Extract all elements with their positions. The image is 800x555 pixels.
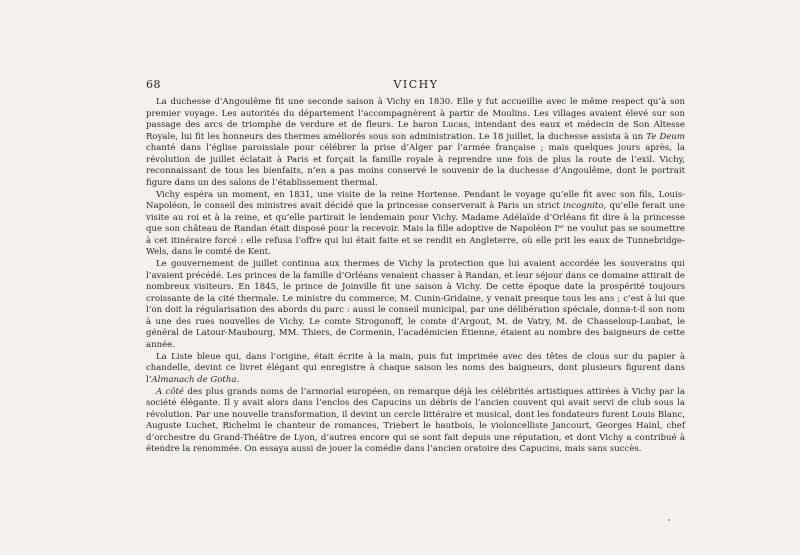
text-run: La Liste bleue qui, dans l’origine, était écrite à la main, puis fut imprimée avec des têtes de clous sur du papier à chandelle, devint ce livret élégant qui enregistre à chaque saison les noms des baigneurs, dont plusieurs figurent dans l’ [146,351,685,385]
text-run: . [236,374,240,385]
paragraph [146,259,685,351]
italic-run: A côté [156,386,184,397]
paragraph [146,190,685,259]
italic-run: incognito [563,201,604,211]
text-run: des plus grands noms de l’armorial européen, on remarque déjà les célébrités artistiques attirées à Vichy par la société élégante. Il y avait alors dans l’enclos des Capucins un débris de l’ancien couvent qui avait servi de club sous la révolution. Par une nouvelle transformation, il devint un cercle littéraire et musical, dont les fondateurs furent Louis Blanc, Auguste Luchet, Richelmi le chanteur de romances, Triebert le hautbois, le violoncelliste Jancourt, Georges Hainl, chef d’orchestre du Grand-Théâtre de Lyon, d’autres encore qui se sont fait depuis une réputation, et dont Vichy a contribué à étendre la renommée. On essaya aussi de jouer la comédie dans l’ancien oratoire des Capucins, mais sans succès. [146,386,685,454]
body-text [146,97,685,456]
running-title: VICHY [393,78,439,91]
page-speck [668,519,670,521]
page-number: 68 [146,78,161,91]
paragraph [146,387,685,456]
text-run: chanté dans l’église paroissiale pour célébrer la prise d’Alger par l’armée française ; mais quelques jours après, la révolution de juillet éclatait à Paris et forçait la famille royale à reprendre une fois de plus la route de l’exil. Vichy, reconnaissant de tous les bienfaits, n’en a pas moins conservé le souvenir de la duchesse d’Angoulême, dont le portrait figure dans un des salons de l’établissement thermal. [146,143,685,188]
paragraph [146,352,685,387]
text-run: Le gouvernement de juillet continua aux thermes de Vichy la protection que lui avaient accordée les souverains qui l’avaient précédé. Les princes de la famille d’Orléans venaient chasser à Randan, et leur séjour dans ce domaine attirait de nombreux visiteurs. En 1845, le prince de Joinville fit une saison à Vichy. De cette époque date la prospérité toujours croissante de la cité thermale. Le ministre du commerce, M. Cunin-Gridaine, y venait presque tous les ans ; c’est à lui que l’on doit la régularisation des abords du parc : aussi le conseil municipal, par une délibération spéciale, donna-t-il son nom à une des rues nouvelles de Vichy. Le comte Strogonoff, le comte d’Argout, M. de Vatry, M. de Chasseloup-Laubat, le général de Latour-Maubourg, MM. Thiers, de Cormenin, l’académicien Étienne, étaient au nombre des baigneurs de cette année. [146,259,685,350]
text-run: La duchesse d’Angoulême fit une seconde saison à Vichy en 1830. Elle y fut accueillie avec le même respect qu’à son premier voyage. Les autorités du département l’accompagnèrent à partir de Moulins. Les villages avaient élevé sur son passage des arcs de triomphe de verdure et de fleurs. Le baron Lucas, intendant des eaux et médecin de Son Altesse Royale, lui fit les honneurs des thermes améliorés sous son administration. Le 18 juillet, la duchesse assista à un [146,97,685,142]
italic-run: Almanach de Gotha [151,374,237,385]
page-header [146,78,686,94]
italic-run: Te Deum [646,131,685,142]
text-run: , qu’elle ferait une visite au roi et à la reine, et qu’elle partirait le lendemain pour Vichy. Madame Adélaïde d’Orléans fit dire à la princesse que son château de Randan était disposé pour la recevoir. Mais la fille adoptive de Napoléon Iᵉʳ ne voulut pas se soumettre à cet itinéraire forcé : elle refusa l’offre qui lui était faite et se rendit en Angleterre, où elle prit les eaux de Tunnebridge-Wels, dans le comté de Kent. [146,201,685,257]
text-run: Vichy espéra un moment, en 1831, une visite de la reine Hortense. Pendant le voyage qu’elle fit avec son fils, Louis-Napoléon, le conseil des ministres avait décidé que la princesse conserverait à Paris un strict [146,189,685,211]
paragraph [146,97,685,189]
